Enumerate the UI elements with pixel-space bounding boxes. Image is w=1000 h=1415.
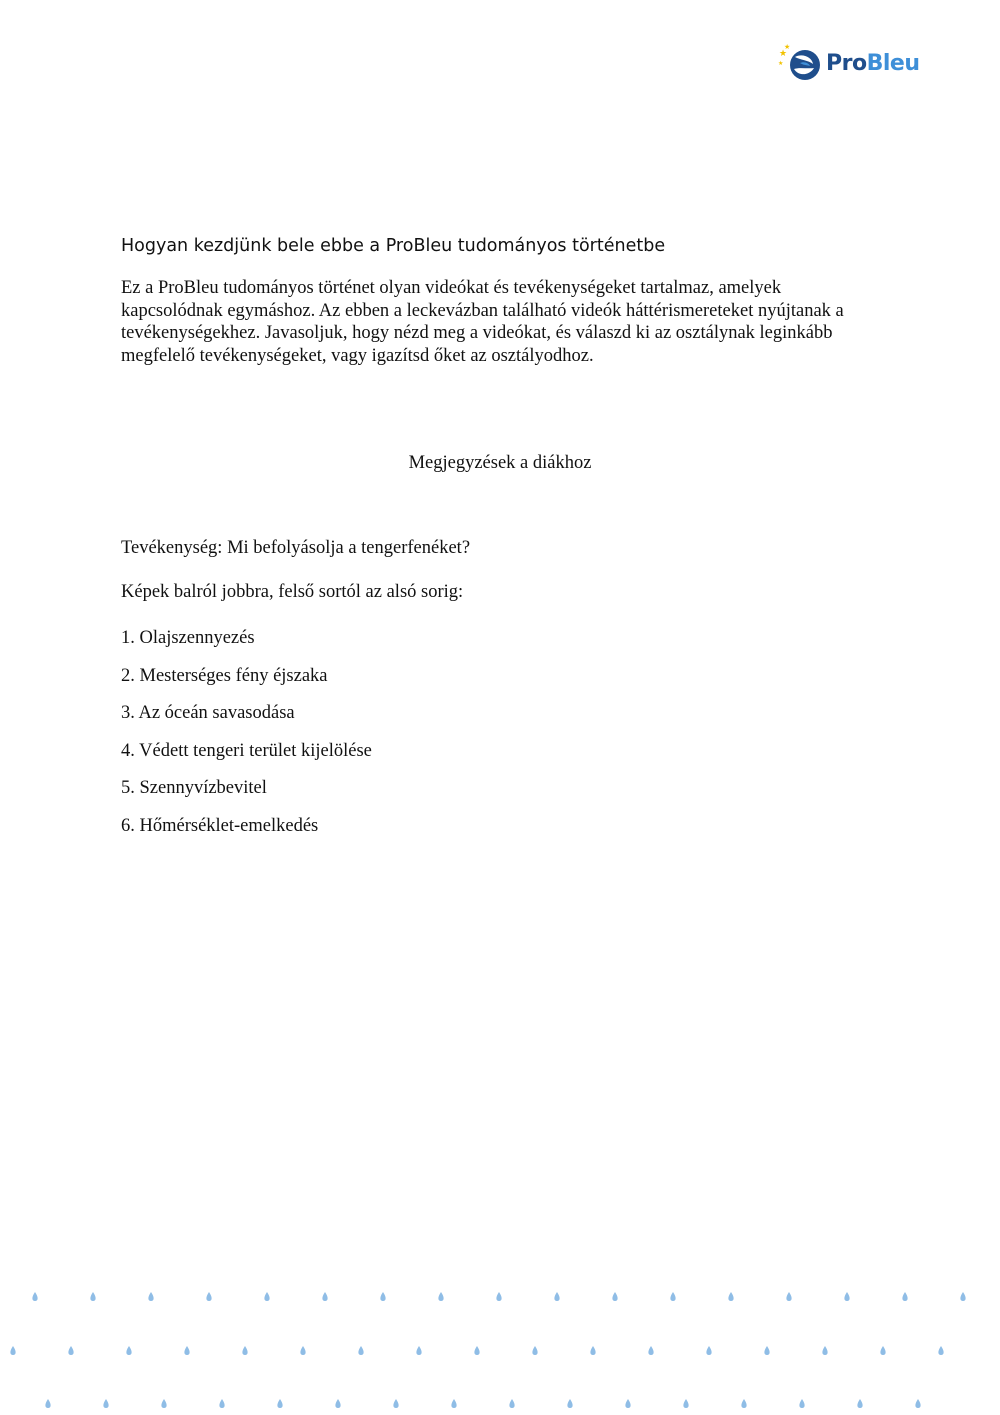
brand-wordmark — [826, 51, 920, 76]
water-drop-icon — [496, 1292, 501, 1301]
answer-item: 4. Védett tengeri terület kijelölése — [121, 740, 372, 761]
water-drop-icon — [32, 1292, 37, 1301]
water-drop-icon — [90, 1292, 95, 1301]
water-drop-icon — [148, 1292, 153, 1301]
water-drop-icon — [764, 1346, 769, 1355]
svg-text:★: ★ — [778, 60, 784, 67]
water-drop-icon — [670, 1292, 675, 1301]
water-drop-icon — [880, 1346, 885, 1355]
water-drop-icon — [358, 1346, 363, 1355]
answer-item: 3. Az óceán savasodása — [121, 703, 295, 724]
water-drop-icon — [902, 1292, 907, 1301]
water-drop-icon — [938, 1346, 943, 1355]
water-drop-icon — [10, 1346, 15, 1355]
answer-item: 5. Szennyvízbevitel — [121, 778, 267, 799]
intro-paragraph: Ez a ProBleu tudományos történet olyan videókat és tevékenységeket tartalmaz, amelyek kapcsolódnak egymáshoz. Az ebben a leckevázban található videók háttérismereteket nyújtanak a tevékenységekhez. Javasoljuk, hogy nézd meg a videókat, és válaszd ki az osztálynak leginkább megfelelő tevékenységeket, vagy igazítsd őket az osztályodhoz. — [121, 278, 844, 366]
water-drop-icon — [960, 1292, 965, 1301]
water-drop-icon — [786, 1292, 791, 1301]
water-drop-icon — [648, 1346, 653, 1355]
water-drop-icon — [380, 1292, 385, 1301]
answer-item: 6. Hőmérséklet-emelkedés — [121, 815, 319, 836]
water-drop-icon — [335, 1399, 340, 1408]
water-drop-icon — [277, 1399, 282, 1408]
water-drop-icon — [554, 1292, 559, 1301]
page-heading: Hogyan kezdjünk bele ebbe a ProBleu tudományos történetbe — [121, 236, 666, 256]
svg-text:★: ★ — [779, 49, 788, 59]
water-drop-icon — [45, 1399, 50, 1408]
water-drop-icon — [242, 1346, 247, 1355]
water-drop-icon — [300, 1346, 305, 1355]
images-order-note: Képek balról jobbra, felső sortól az alsó sorig: — [121, 582, 464, 602]
water-drop-icon — [438, 1292, 443, 1301]
water-drop-icon — [741, 1399, 746, 1408]
water-drop-icon — [184, 1346, 189, 1355]
water-drop-icon — [625, 1399, 630, 1408]
water-drop-icon — [728, 1292, 733, 1301]
probleu-emblem-icon — [778, 43, 822, 87]
notes-title: Megjegyzések a diákhoz — [408, 453, 592, 473]
water-drop-icon — [219, 1399, 224, 1408]
water-drop-icon — [126, 1346, 131, 1355]
svg-text:★: ★ — [784, 43, 791, 51]
water-drop-icon — [706, 1346, 711, 1355]
activity-title: Tevékenység: Mi befolyásolja a tengerfenéket? — [121, 538, 471, 558]
water-drop-icon — [844, 1292, 849, 1301]
water-drop-icon — [612, 1292, 617, 1301]
water-drop-icon — [161, 1399, 166, 1408]
water-drop-icon — [264, 1292, 269, 1301]
water-drop-icon — [532, 1346, 537, 1355]
water-drop-icon — [68, 1346, 73, 1355]
answer-item: 2. Mesterséges fény éjszaka — [121, 665, 328, 686]
water-drop-icon — [451, 1399, 456, 1408]
answer-list — [121, 626, 372, 852]
water-drop-icon — [393, 1399, 398, 1408]
water-drop-icon — [509, 1399, 514, 1408]
water-drop-icon — [590, 1346, 595, 1355]
brand-pro: Pro — [826, 51, 867, 76]
water-drop-icon — [206, 1292, 211, 1301]
water-drop-icon — [322, 1292, 327, 1301]
water-drop-icon — [567, 1399, 572, 1408]
water-drop-icon — [822, 1346, 827, 1355]
water-drop-icon — [416, 1346, 421, 1355]
probleu-logo — [778, 43, 928, 87]
water-drop-icon — [857, 1399, 862, 1408]
water-drop-icon — [103, 1399, 108, 1408]
brand-bleu: Bleu — [866, 51, 920, 76]
water-drop-icon — [683, 1399, 688, 1408]
water-drop-icon — [915, 1399, 920, 1408]
water-drop-pattern — [0, 1280, 1000, 1415]
answer-item: 1. Olajszennyezés — [121, 628, 255, 648]
water-drop-icon — [474, 1346, 479, 1355]
water-drop-icon — [799, 1399, 804, 1408]
